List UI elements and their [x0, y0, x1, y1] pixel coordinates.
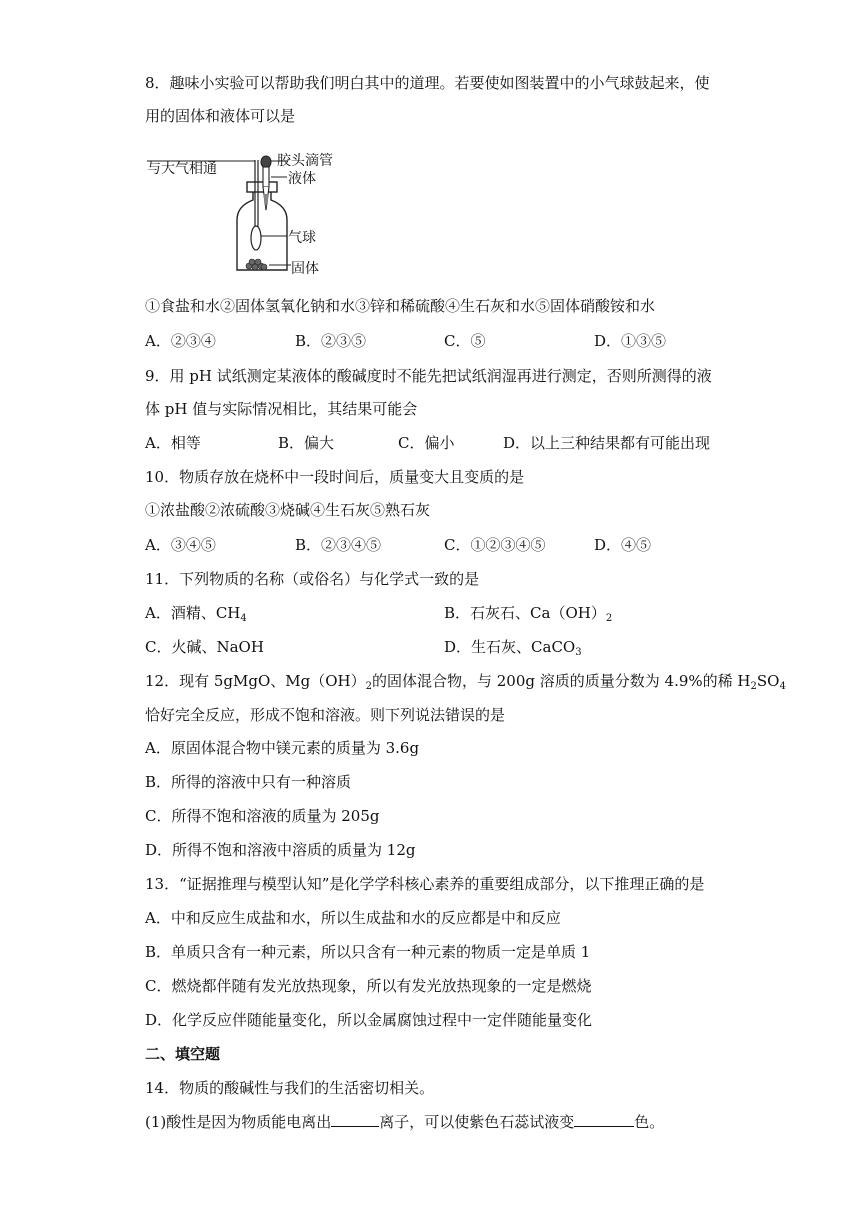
q9-option-b[interactable]: B．偏大 — [278, 434, 335, 452]
q8-option-b[interactable]: B．②③⑤ — [295, 332, 367, 350]
q12-sub-2: 2 — [750, 681, 757, 692]
q9-option-a[interactable]: A．相等 — [145, 434, 201, 452]
q14-blank-2[interactable] — [574, 1112, 634, 1127]
q8-option-d[interactable]: D．①③⑤ — [594, 332, 667, 350]
q10-choices: ①浓盐酸②浓硫酸③烧碱④生石灰⑤熟石灰 — [145, 501, 431, 519]
q8-stem-line2: 用的固体和液体可以是 — [145, 107, 296, 125]
q9-option-c[interactable]: C．偏小 — [398, 434, 455, 452]
q9-stem-line2: 体 pH 值与实际情况相比，其结果可能会 — [145, 400, 418, 418]
q10-stem: 10．物质存放在烧杯中一段时间后，质量变大且变质的是 — [145, 468, 525, 486]
q12-stem-part-b: 的固体混合物，与 200g 溶质的质量分数为 4.9%的稀 H — [371, 672, 751, 690]
q10-option-c[interactable]: C．①②③④⑤ — [444, 536, 546, 554]
q11-option-b-text: B．石灰石、Ca（OH） — [444, 604, 606, 622]
q11-option-c[interactable]: C．火碱、NaOH — [145, 638, 264, 656]
q12-stem-line2: 恰好完全反应，形成不饱和溶液。则下列说法错误的是 — [145, 706, 506, 724]
q8-option-a[interactable]: A．②③④ — [145, 332, 216, 350]
q12-option-b[interactable]: B．所得的溶液中只有一种溶质 — [145, 773, 352, 791]
q14-part1-text-c: 色。 — [634, 1113, 665, 1131]
bottle-outline — [237, 192, 287, 270]
q10-option-a[interactable]: A．③④⑤ — [145, 536, 216, 554]
q13-option-c[interactable]: C．燃烧都伴随有发光放热现象，所以有发光放热现象的一定是燃烧 — [145, 977, 592, 995]
label-balloon: 气球 — [288, 230, 316, 246]
q8-choices: ①食盐和水②固体氢氧化钠和水③锌和稀硫酸④生石灰和水⑤固体硝酸铵和水 — [145, 297, 656, 315]
q10-option-d[interactable]: D．④⑤ — [594, 536, 652, 554]
q12-sub-1: 2 — [365, 681, 372, 692]
q14-part1-text-b: 离子，可以使紫色石蕊试液变 — [379, 1113, 575, 1131]
q12-stem-part-a: 12．现有 5gMgO、Mg（OH） — [145, 672, 366, 690]
q11-option-a-text: A．酒精、CH — [145, 604, 241, 622]
balloon — [251, 226, 261, 250]
q9-option-d[interactable]: D．以上三种结果都有可能出现 — [503, 434, 711, 452]
q12-option-c[interactable]: C．所得不饱和溶液的质量为 205g — [145, 807, 380, 825]
q12-option-a[interactable]: A．原固体混合物中镁元素的质量为 3.6g — [145, 739, 420, 757]
label-atmosphere: 与大气相通 — [147, 161, 217, 177]
label-solid: 固体 — [291, 261, 319, 277]
section-title-fill-blank: 二、填空题 — [145, 1045, 221, 1063]
q14-part1-text-a: (1)酸性是因为物质能电离出 — [145, 1113, 332, 1131]
q11-option-b-sub: 2 — [605, 613, 613, 624]
q13-option-d[interactable]: D．化学反应伴随能量变化，所以金属腐蚀过程中一定伴随能量变化 — [145, 1011, 593, 1029]
q9-stem-line1: 9．用 pH 试纸测定某液体的酸碱度时不能先把试纸润湿再进行测定，否则所测得的液 — [145, 367, 712, 385]
q12-option-d[interactable]: D．所得不饱和溶液中溶质的质量为 12g — [145, 841, 416, 859]
stopper — [247, 182, 277, 192]
q10-option-b[interactable]: B．②③④⑤ — [295, 536, 382, 554]
q11-option-a[interactable] — [145, 603, 247, 623]
dropper-bulb — [261, 156, 271, 168]
apparatus-figure — [145, 150, 345, 280]
q11-option-b[interactable] — [444, 603, 612, 623]
q11-stem: 11．下列物质的名称（或俗名）与化学式一致的是 — [145, 570, 480, 588]
solid-particles — [246, 259, 267, 270]
q13-option-b[interactable]: B．单质只含有一种元素，所以只含有一种元素的物质一定是单质 1 — [145, 943, 591, 961]
liquid-in-dropper — [263, 194, 269, 208]
q14-part1 — [145, 1112, 664, 1132]
label-dropper: 胶头滴管 — [277, 153, 333, 169]
q13-option-a[interactable]: A．中和反应生成盐和水，所以生成盐和水的反应都是中和反应 — [145, 909, 561, 927]
q14-stem: 14．物质的酸碱性与我们的生活密切相关。 — [145, 1079, 435, 1097]
q12-stem-line1 — [145, 671, 786, 691]
q12-stem-part-c: SO — [756, 672, 780, 690]
q11-option-a-sub: 4 — [240, 613, 247, 624]
q13-stem: 13．“证据推理与模型认知”是化学学科核心素养的重要组成部分，以下推理正确的是 — [145, 875, 705, 893]
label-liquid: 液体 — [288, 171, 316, 187]
dropper-tube — [263, 167, 269, 187]
q11-option-d-sub: 3 — [575, 647, 582, 658]
q11-option-d-text: D．生石灰、CaCO — [444, 638, 576, 656]
q8-stem-line1: 8．趣味小实验可以帮助我们明白其中的道理。若要使如图装置中的小气球鼓起来，使 — [145, 74, 710, 92]
q14-blank-1[interactable] — [331, 1112, 379, 1127]
q11-option-d[interactable] — [444, 637, 582, 657]
q12-sub-3: 4 — [779, 681, 786, 692]
q8-option-c[interactable]: C．⑤ — [444, 332, 486, 350]
